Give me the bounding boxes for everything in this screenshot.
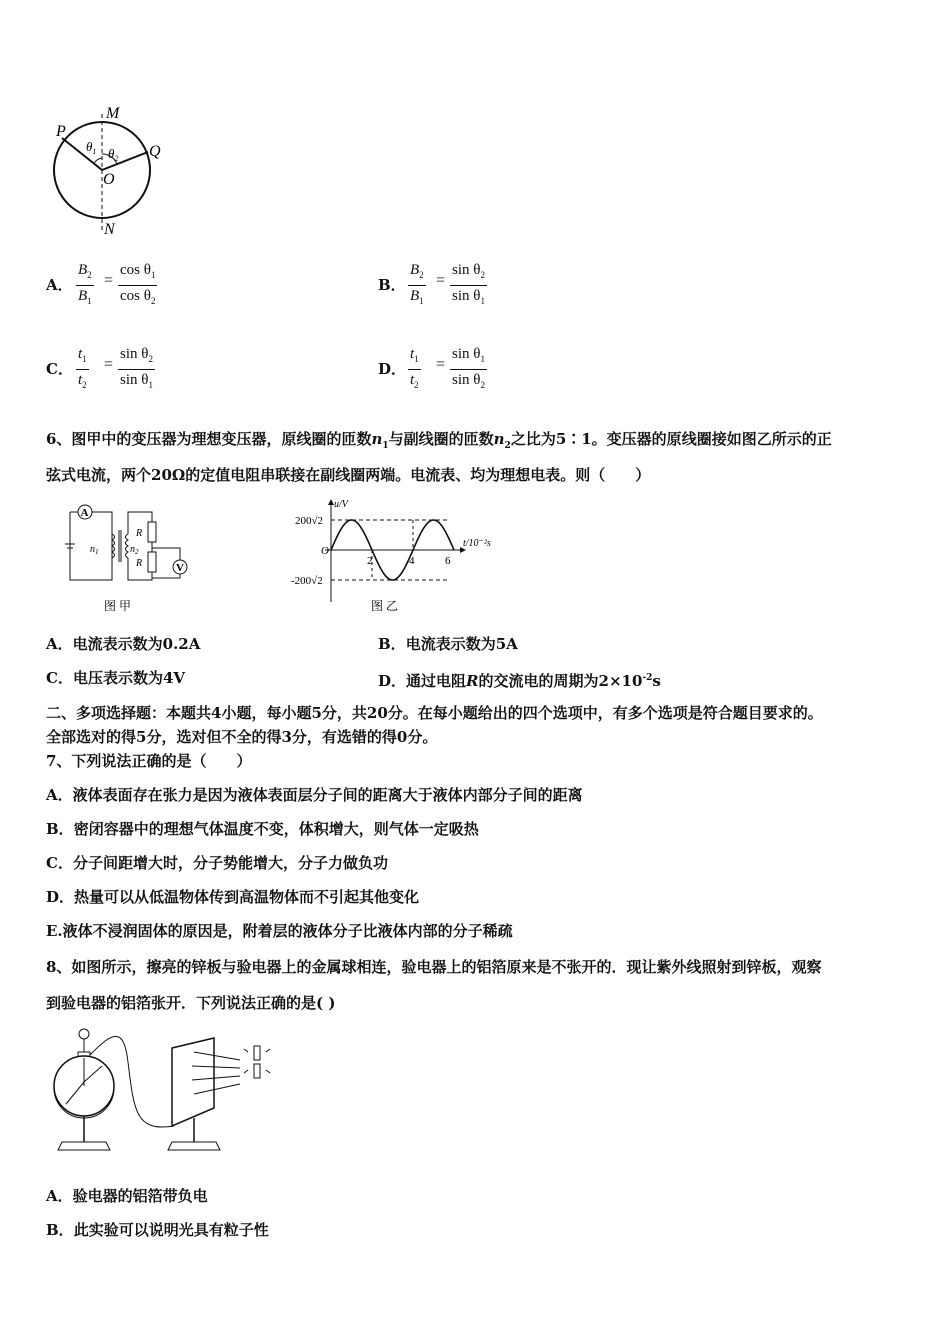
q5-option-b[interactable] (378, 260, 678, 308)
x-axis-label: t/10⁻²s (463, 538, 491, 549)
equals-sign: = (104, 272, 114, 289)
q6-option-a[interactable]: A．电流表示数为0.2A (46, 635, 201, 653)
fraction-right: $\frac{\sin \theta_1}{\sin \theta_2}$ (452, 346, 485, 390)
q8-option-a[interactable]: A．验电器的铝箔带负电 (46, 1187, 208, 1205)
fig-jia-caption: 图 甲 (104, 599, 132, 613)
label-P: P (56, 123, 66, 140)
fig-yi-caption: 图 乙 (371, 599, 399, 613)
fraction-left: $\frac{B_2}{B_1}$ (78, 262, 92, 306)
label-Q: Q (149, 143, 161, 160)
sine-figure (285, 494, 515, 618)
option-label: B． (378, 276, 406, 294)
section2-line1: 二、多项选择题：本题共4小题，每小题5分，共20分。在每小题给出的四个选项中，有多个选项是符合题目要求的。 (46, 704, 823, 722)
label-O: O (103, 171, 115, 188)
label-theta2: $\theta_2$ (108, 146, 119, 163)
q5-option-d[interactable] (378, 344, 678, 392)
q6-option-b[interactable]: B．电流表示数为5A (378, 635, 518, 653)
label-N: N (104, 221, 115, 238)
fraction-left: $\frac{t_1}{t_2}$ (78, 346, 87, 390)
resistor-label-top: R (136, 528, 143, 539)
equals-sign: = (436, 356, 446, 373)
fraction-right: $\frac{\sin \theta_2}{\sin \theta_1}$ (120, 346, 153, 390)
q6-option-c[interactable]: C．电压表示数为4V (46, 669, 186, 687)
q7-stem: 7、下列说法正确的是（ ） (46, 752, 252, 770)
fraction-right: $\frac{\cos \theta_1}{\cos \theta_2}$ (120, 262, 156, 306)
equals-sign: = (104, 356, 114, 373)
q6-line1: 6、图甲中的变压器为理想变压器，原线圈的匝数$n_1$与副线圈的匝数$n_2$之比为5∶1。变压器的原线圈接如图乙所示的正 (46, 430, 832, 451)
q6-line2: 弦式电流，两个20Ω的定值电阻串联接在副线圈两端。电流表、均为理想电表。则（ ） (46, 466, 651, 484)
q6-option-d[interactable]: D．通过电阻R的交流电的周期为$2\times 10^{-2}s$ (378, 672, 661, 690)
circuit-figure (52, 498, 202, 616)
zinc-plate (172, 1038, 214, 1126)
option-label: C． (46, 360, 73, 378)
q7-option-e[interactable]: E.液体不浸润固体的原因是，附着层的液体分子比液体内部的分子稀疏 (46, 922, 513, 940)
resistor-label-bottom: R (136, 558, 143, 569)
y-axis-label: u/V (334, 499, 348, 510)
fraction-left: $\frac{t_1}{t_2}$ (410, 346, 419, 390)
q8-option-b[interactable]: B．此实验可以说明光具有粒子性 (46, 1221, 269, 1239)
origin-label: O (321, 545, 329, 557)
y-top-label: 200√2 (295, 515, 324, 527)
option-label: D． (378, 360, 407, 378)
q7-option-b[interactable]: B．密闭容器中的理想气体温度不变，体积增大，则气体一定吸热 (46, 820, 479, 838)
q7-option-c[interactable]: C．分子间距增大时，分子势能增大，分子力做负功 (46, 854, 388, 872)
tick-4: 4 (409, 555, 415, 567)
q7-option-a[interactable]: A．液体表面存在张力是因为液体表面层分子间的距离大于液体内部分子间的距离 (46, 786, 583, 804)
q5-option-c[interactable] (46, 344, 346, 392)
electroscope-figure (44, 1022, 284, 1162)
section2-line2: 全部选对的得5分，选对但不全的得3分，有选错的得0分。 (46, 728, 438, 746)
label-M: M (106, 105, 120, 122)
y-bottom-label: -200√2 (291, 575, 323, 587)
q8-line2: 到验电器的铝箔张开．下列说法正确的是( ) (46, 994, 336, 1012)
q7-option-d[interactable]: D．热量可以从低温物体传到高温物体而不引起其他变化 (46, 888, 420, 906)
tick-2: 2 (367, 555, 373, 567)
coil-n2: $n_2$ (130, 544, 139, 556)
q5-option-a[interactable] (46, 260, 346, 308)
fraction-right: $\frac{\sin \theta_2}{\sin \theta_1}$ (452, 262, 485, 306)
circle-figure (40, 100, 180, 240)
option-label: A． (46, 276, 73, 294)
fraction-left: $\frac{B_2}{B_1}$ (410, 262, 424, 306)
equals-sign: = (436, 272, 446, 289)
ammeter-label: A (80, 507, 89, 519)
uv-lamp (254, 1046, 260, 1060)
electroscope-ball (79, 1029, 89, 1039)
tick-6: 6 (445, 555, 451, 567)
label-theta1: $\theta_1$ (86, 139, 97, 156)
q8-line1: 8、如图所示，擦亮的锌板与验电器上的金属球相连，验电器上的铝箔原来是不张开的．现让紫外线照射到锌板，观察 (46, 958, 822, 976)
coil-n1: $n_1$ (90, 544, 99, 556)
voltmeter-label: V (176, 562, 184, 574)
